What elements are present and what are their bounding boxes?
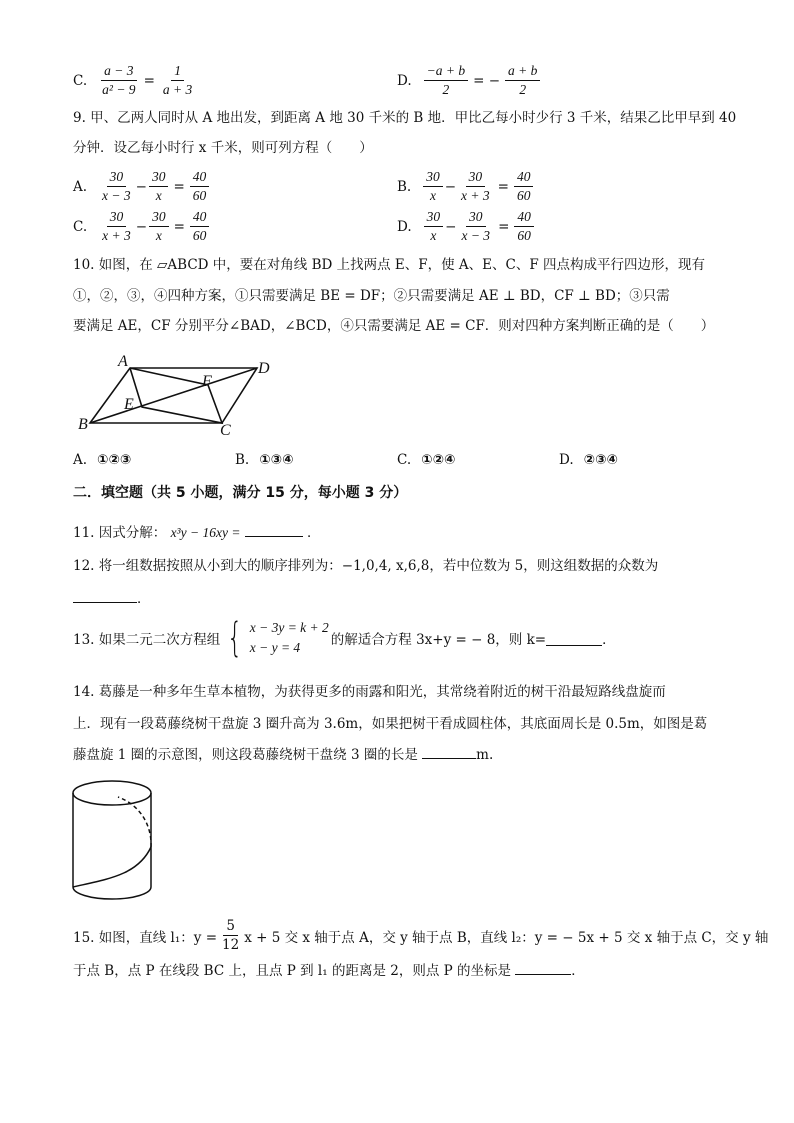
fraction: $\frac{30}{x}$ <box>424 208 444 245</box>
answer-blank[interactable] <box>422 744 476 759</box>
option-label: C. <box>73 218 88 235</box>
fraction: $\frac{30}{x - 3}$ <box>102 169 131 203</box>
label-a: A <box>118 353 128 370</box>
option-label: C. <box>73 72 88 89</box>
q13-prefix: 13. 如果二元二次方程组 <box>73 632 221 648</box>
q15-line-2: 于点 B，点 P 在线段 BC 上，且点 P 到 l₁ 的距离是 2，则点 P 的坐标是 ． <box>73 960 585 981</box>
fraction: $\frac{-a + b}{2}$ <box>424 62 468 99</box>
section-title: 二．填空题（共 5 小题，满分 15 分，每小题 3 分） <box>73 485 408 501</box>
q8-option-d <box>397 62 542 99</box>
equals-sign: = <box>173 178 185 195</box>
q11-suffix: ． <box>307 525 321 541</box>
minus-sign: − <box>135 178 147 195</box>
q10-line-1: 10. 如图，在 ▱ABCD 中，要在对角线 BD 上找两点 E、F，使 A、E、C、F 四点构成平行四边形，现有 <box>73 257 706 273</box>
q14-line-3: 藤盘旋 1 圈的示意图，则这段葛藤绕树干盘绕 3 圈的长是 m. <box>73 744 493 765</box>
fraction: $\frac{40}{60}$ <box>514 168 534 205</box>
equals-sign: = − <box>473 72 501 89</box>
q14-line-1: 14. 葛藤是一种多年生草本植物，为获得更多的雨露和阳光，其常绕着附近的树干沿最短路线盘旋而 <box>73 684 666 700</box>
fraction: $\frac{30}{x + 3}$ <box>102 209 131 243</box>
answer-blank[interactable] <box>73 588 137 603</box>
fraction: $\frac{30}{x}$ <box>149 208 169 245</box>
fraction: $\frac{5}{12}$ <box>222 918 240 953</box>
option-label: D. <box>397 218 412 235</box>
label-f: F <box>202 373 212 390</box>
equation-row-2: x − y = 4 <box>249 640 301 655</box>
brace-icon: { <box>227 615 243 661</box>
equals-sign: = <box>173 218 185 235</box>
answer-blank[interactable] <box>515 960 571 975</box>
q10-option-c: C. ①②④ <box>397 452 456 468</box>
fraction: $\frac{30}{x - 3}$ <box>461 209 491 243</box>
fraction: $\frac{30}{x}$ <box>423 168 443 205</box>
q10-option-a: A. ①②③ <box>73 452 132 468</box>
q10-line-2: ①，②，③，④四种方案，①只需要满足 BE = DF；②只需要满足 AE ⊥ BD，CF ⊥ BD；③只需 <box>73 288 670 304</box>
answer-blank[interactable] <box>245 522 303 537</box>
minus-sign: − <box>135 218 148 235</box>
label-c: C <box>220 422 231 439</box>
q8-option-c <box>73 62 197 99</box>
q10-line-3: 要满足 AE，CF 分别平分∠BAD，∠BCD，④只需要满足 AE = CF．则对四种方案判断正确的是（ ） <box>73 318 715 334</box>
fraction: $\frac{30}{x}$ <box>149 168 169 205</box>
fraction: $\frac{30}{x + 3}$ <box>461 169 490 203</box>
fraction: $\frac{40}{60}$ <box>514 208 534 245</box>
q12-line-1: 12. 将一组数据按照从小到大的顺序排列为：−1,0,4, x,6,8，若中位数为 5，则这组数据的众数为 <box>73 558 659 574</box>
cylinder-figure <box>68 775 160 905</box>
fraction: $\frac{40}{60}$ <box>190 208 210 245</box>
option-label: D. <box>397 72 412 89</box>
diagonal-bd <box>90 368 257 423</box>
equals-sign: = <box>498 218 510 235</box>
option-label: B. <box>397 178 412 195</box>
fraction: $\frac{40}{60}$ <box>190 168 210 205</box>
q13-middle: 的解适合方程 3x+y = − 8，则 k= <box>330 632 547 648</box>
q9-line-2: 分钟．设乙每小时行 x 千米，则可列方程（ ） <box>73 140 373 156</box>
cylinder-bottom <box>73 887 151 899</box>
equation-row-1: x − 3y = k + 2 <box>249 620 329 635</box>
fraction: $\frac{a - 3}{\text{a² − 9}}$ <box>102 63 136 97</box>
q11-expression: x³y − 16xy = <box>170 525 241 540</box>
q9-option-b <box>397 168 535 205</box>
q10-option-d: D. ②③④ <box>559 452 618 468</box>
q15-line-1: 15. 如图，直线 l₁：y = $\frac{5}{12}$ x + 5 交 x 轴于点 A，交 y 轴于点 B，直线 l₂：y = − 5x + 5 交 x 轴于点 C，交 y 轴 <box>73 918 769 953</box>
parallelogram-figure <box>75 350 275 440</box>
label-b: B <box>78 416 88 433</box>
q9-line-1: 9. 甲、乙两人同时从 A 地出发，到距离 A 地 30 千米的 B 地．甲比乙每小时少行 3 千米，结果乙比甲早到 40 <box>73 110 737 126</box>
q9-option-d <box>397 208 536 245</box>
q10-option-b: B. ①③④ <box>235 452 294 468</box>
equals-sign: = <box>497 178 509 195</box>
q11-prefix: 11. 因式分解： <box>73 525 167 541</box>
option-label: A. <box>73 178 88 195</box>
q12-line-2: ． <box>73 588 151 609</box>
minus-sign: − <box>444 178 457 195</box>
label-d: D <box>258 360 270 377</box>
q9-option-a <box>73 168 211 205</box>
fraction: $\frac{a + b}{2}$ <box>505 62 540 99</box>
equation-system <box>222 615 329 661</box>
q14-line-2: 上．现有一段葛藤绕树干盘旋 3 圈升高为 3.6m，如果把树干看成圆柱体，其底面周长是 0.5m，如图是葛 <box>73 716 708 732</box>
fraction: $\frac{1}{a + 3}$ <box>162 63 193 97</box>
cylinder-top <box>73 781 151 805</box>
vine-front <box>73 847 151 887</box>
q11 <box>73 522 321 543</box>
label-e: E <box>124 396 134 413</box>
minus-sign: − <box>445 218 457 235</box>
answer-blank[interactable] <box>546 631 602 646</box>
equals-sign: = <box>143 72 155 89</box>
q9-option-c <box>73 208 211 245</box>
q13: 13. 如果二元二次方程组 { x − 3y = k + 2 x − y = 4 的解适合方程 3x+y = − 8，则 k= ． <box>73 615 616 661</box>
